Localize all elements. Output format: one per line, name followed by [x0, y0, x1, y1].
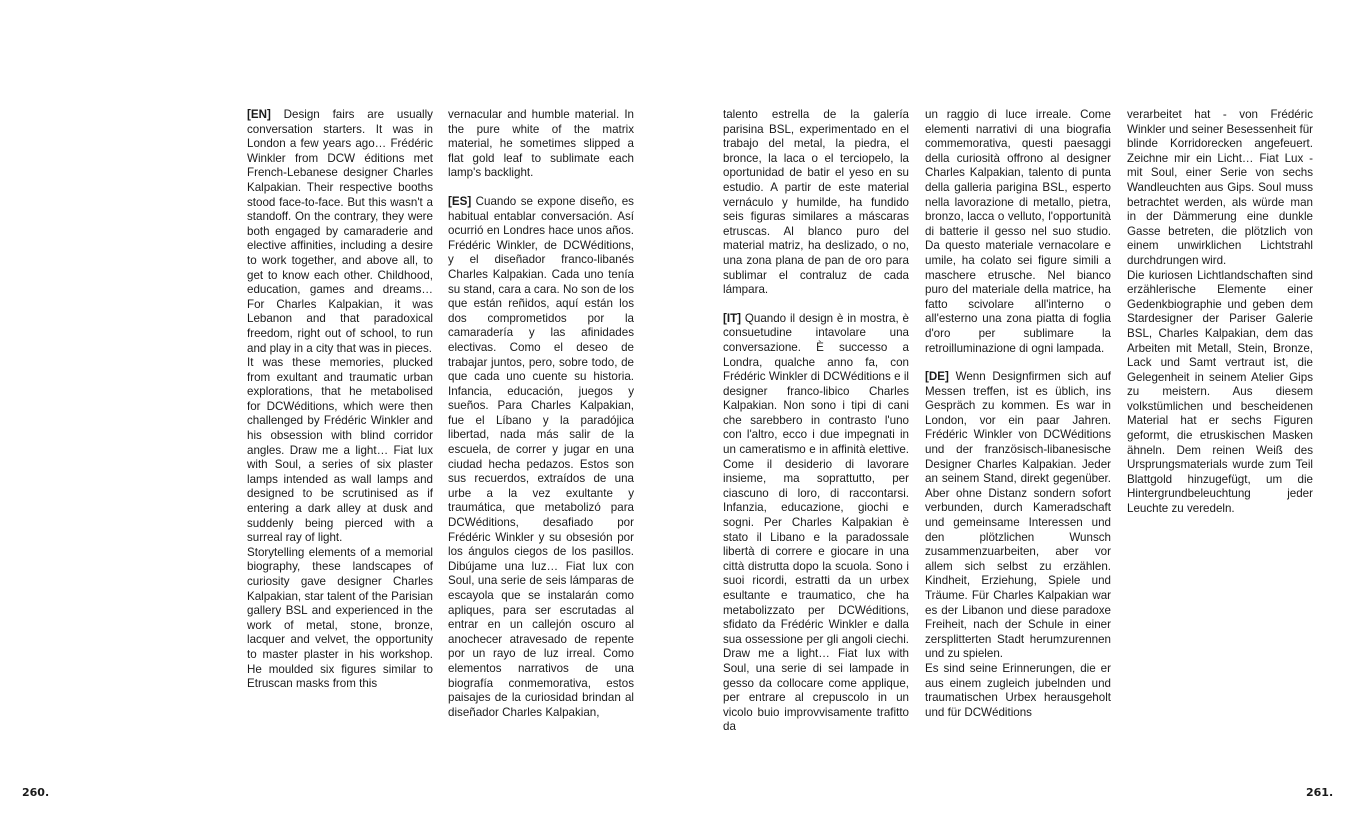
paragraph: Storytelling elements of a memorial biography, these landscapes of curiosity gave designer Charles Kalpakian, star talent of the Parisian gallery BSL and experienced in the work of metal, stone, bronze, lacquer and velvet, the opportunity to master plaster in his workshop. He moulded six figures similar to Etruscan masks from this: [247, 545, 433, 691]
language-tag-en: [EN]: [247, 108, 271, 121]
page-number-right: 261.: [1306, 786, 1334, 799]
paragraph: Die kuriosen Lichtlandschaften sind erzählerische Elemente einer Gedenkbiographie und geben dem Stardesigner der Pariser Galerie BSL, Charles Kalpakian, dem das Arbeiten mit Metall, Stein, Bronze, Lack und Samt vertraut ist, die Gelegenheit in seinem Atelier Gips zu meistern. Aus diesem volkstümlichen und bescheidenen Material hat er sechs Figuren geformt, die etruskischen Masken ähneln. Dem reinen Weiß des Ursprungsmaterials wurde zum Teil Blattgold hinzugefügt, um die Hintergrundbeleuchtung jeder Leuchte zu veredeln.: [1127, 268, 1313, 516]
language-tag-es: [ES]: [448, 194, 472, 208]
paragraph-text: Wenn Designfirmen sich auf Messen treffen, ist es üblich, ins Gespräch zu kommen. Es war in London, vor ein paar Jahren. Frédéric Winkler von DCWéditions und der französisch-libanesische Designer Charles Kalpakian. Jeder an seinem Stand, direkt gegenüber. Aber ohne Distanz sondern sofort verbunden, durch Kameradschaft und gemeinsame Interessen und den plötzlichen Wunsch zusammenzuarbeiten, aber vor allem sich selbst zu erzählen. Kindheit, Erziehung, Spiele und Träume. Für Charles Kalpakian war es der Libanon und diese paradoxe Freiheit, nach der Schule in einer zersplitterten Stadt herumzurennen und zu spielen.: [925, 370, 1111, 661]
column-es-it: [723, 108, 909, 735]
paragraph: verarbeitet hat - von Frédéric Winkler und seiner Besessenheit für blinde Korridorecken angefeuert. Zeichne mir ein Licht… Fiat Lux - mit Soul, einer Serie von sechs Wandleuchten aus Gips. Soul muss betrachtet werden, als würde man in der Dämmerung eine dunkle Gasse betreten, die plötzlich von einem unwirklichen Lichtstrahl durchdrungen wird.: [1127, 108, 1313, 267]
paragraph: [247, 108, 433, 356]
language-tag-it: [IT]: [723, 311, 742, 325]
page-number-left: 260.: [22, 786, 50, 799]
column-en: [247, 108, 433, 692]
paragraph: [448, 195, 634, 720]
paragraph: Es sind seine Erinnerungen, die er aus einem zugleich jubelnden und traumatischen Urbex herausgeholt und für DCWéditions: [925, 661, 1111, 719]
paragraph: talento estrella de la galería parisina BSL, experimentado en el trabajo del metal, la piedra, el bronce, la laca o el terciopelo, la oportunidad de batir el yeso en su estudio. A partir de este material vernáculo y humilde, ha fundido seis figuras similares a máscaras etruscas. Al blanco puro del material matriz, ha deslizado, o no, una zona plana de pan de oro para sublimar el contraluz de cada lámpara.: [723, 108, 909, 297]
paragraph: It was these memories, plucked from exultant and traumatic urban explorations, that he metabolised for DCWéditions, which were then challenged by Frédéric Winkler and his obsession with blind corridor angles. Draw me a light… Fiat lux with Soul, a series of six plaster lamps intended as wall lamps and designed to be scrutinised as if entering a dark alley at dusk and suddenly being pierced with a surreal ray of light.: [247, 356, 433, 545]
column-it-de: [925, 108, 1111, 720]
paragraph-text: Quando il design è in mostra, è consuetudine intavolare una conversazione. È successo a Londra, qualche anno fa, con Frédéric Winkler di DCWéditions e il designer franco-libico Charles Kalpakian. Non sono i tipi di cani che sarebbero in contrasto l'uno con l'altro, ecco i due impegnati in un cameratismo e in affinità elettive. Come il desiderio di lavorare insieme, ma soprattutto, per ciascuno di loro, di raccontarsi. Infanzia, educazione, giochi e sogni. Per Charles Kalpakian è stato il Libano e la paradossale libertà di correre e giocare in una città distrutta dopo la scuola. Sono i suoi ricordi, estratti da un urbex esultante e traumatico, che ha metabolizzato per DCWéditions, sfidato da Frédéric Winkler e dalla sua ossessione per gli angoli ciechi. Draw me a light… Fiat lux with Soul, una serie di sei lampade in gesso da collocare come applique, per entrare al crepuscolo in un vicolo buio improvvisamente trafitto da: [723, 311, 909, 734]
language-tag-de: [DE]: [925, 370, 949, 384]
column-de: [1127, 108, 1313, 517]
column-en-es: [448, 108, 634, 720]
paragraph: un raggio di luce irreale. Come elementi narrativi di una biografia commemorativa, questi paesaggi della curiosità offrono al designer Charles Kalpakian, talento di punta della galleria parigina BSL, esperto nella lavorazione di metallo, pietra, bronzo, lacca o velluto, l'opportunità di batterie il gesso nel suo studio. Da questo materiale vernacolare e umile, ha colato sei figure simili a maschere etrusche. Nel bianco puro del materiale della matrice, ha fatto scivolare all'interno o all'esterno una zona piatta di foglia d'oro per sublimare la retroilluminazione di ogni lampada.: [925, 108, 1111, 355]
paragraph: [723, 312, 909, 735]
paragraph-text: Cuando se expone diseño, es habitual entablar conversación. Así ocurrió en Londres hace unos años. Frédéric Winkler, de DCWéditions, y el diseñador franco-libanés Charles Kalpakian. Cada uno tenía su stand, cara a cara. No son de los que están reñidos, aquí están los dos comprometidos por la camaradería y las afinidades electivas. Como el deseo de trabajar juntos, pero, sobre todo, de que cada uno cuente su historia. Infancia, educación, juegos y sueños. Para Charles Kalpakian, fue el Líbano y la paradójica libertad, nada más salir de la escuela, de correr y jugar en una ciudad hecha pedazos. Estos son sus recuerdos, extraídos de una urbe a la vez exultante y traumática, que metabolizó para DCWéditions, desafiado por Frédéric Winkler y su obsesión por los ángulos ciegos de los pasillos. Dibújame una luz… Fiat lux con Soul, una serie de seis lámparas de escayola que se instalarán como apliques, para ser escrutadas al entrar en un callejón oscuro al anochecer atravesado de repente por un rayo de luz irreal. Como elementos narrativos de una biografía conmemorativa, estos paisajes de la curiosidad brindan al diseñador Charles Kalpakian,: [448, 194, 634, 719]
paragraph: vernacular and humble material. In the pure white of the matrix material, he sometimes slipped a flat gold leaf to sublimate each lamp's backlight.: [448, 108, 634, 180]
paragraph: [925, 370, 1111, 662]
paragraph-text: Design fairs are usually conversation starters. It was in London a few years ago… Frédéric Winkler from DCW éditions met French-Lebanese designer Charles Kalpakian. Their respective booths stood face-to-face. But this wasn't a standoff. On the contrary, they were both engaged by camaraderie and elective affinities, including a desire to work together, and above all, to get to know each other. Childhood, education, games and dreams… For Charles Kalpakian, it was Lebanon and that paradoxical freedom, right out of school, to run and play in a city that was in pieces.: [247, 108, 433, 355]
